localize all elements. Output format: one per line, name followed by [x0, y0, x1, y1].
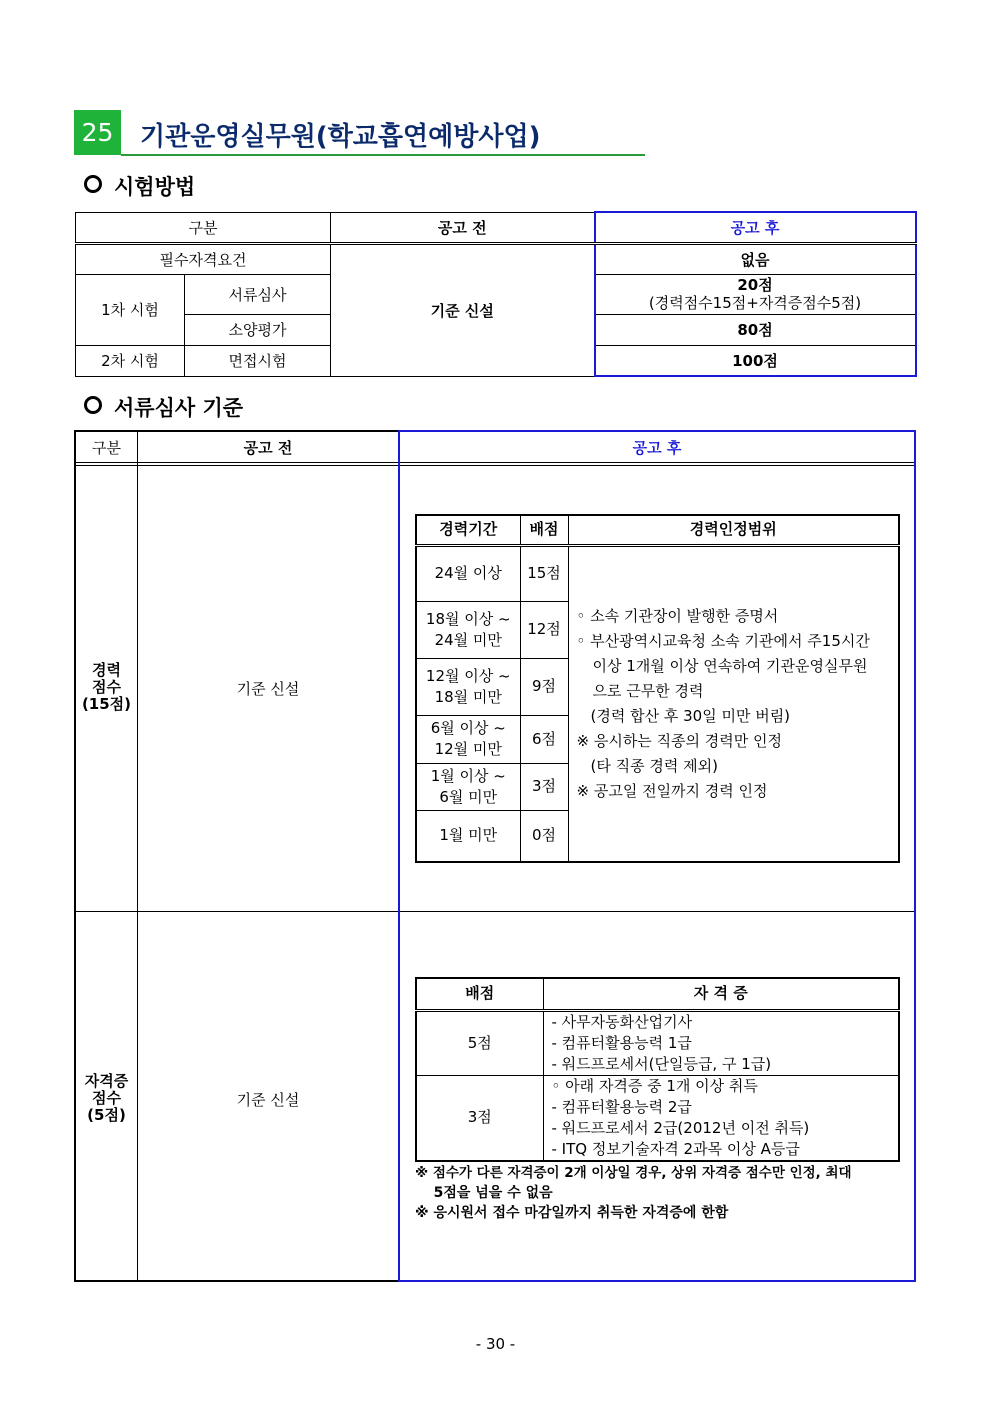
period-text: 12월 미만: [434, 740, 502, 758]
cert-score-label: [76, 1073, 137, 1124]
period-cell: [416, 715, 520, 763]
row-doc-review: 서류심사: [185, 274, 331, 314]
certificate-score-table: [415, 977, 900, 1162]
row-second-exam: 2차 시험: [76, 345, 185, 376]
score-cell: 0점: [520, 810, 568, 862]
score-cell: 12점: [520, 601, 568, 658]
range-line: (타 직종 경력 제외): [590, 756, 718, 775]
cert-score-cell: 5점: [416, 1010, 543, 1075]
cert-label-line: 점수: [92, 1089, 121, 1107]
col-header-category: 구분: [76, 212, 331, 243]
period-cell: [416, 601, 520, 658]
cert-score-cell: 3점: [416, 1075, 543, 1161]
col-header-range: 경력인정범위: [568, 515, 899, 545]
doc-review-score: 20점: [737, 276, 773, 294]
range-line: 이상 1개월 이상 연속하여 기관운영실무원: [592, 656, 868, 675]
career-before-value: 기준 신설: [236, 680, 300, 698]
range-line: 으로 근무한 경력: [592, 681, 704, 700]
period-text: 6월 미만: [439, 787, 498, 806]
after-interview-cell: 100점: [595, 345, 916, 376]
after-aptitude-cell: 80점: [595, 314, 916, 345]
circle-bullet-icon: [84, 175, 102, 193]
cert-before-value: 기준 신설: [236, 1091, 300, 1109]
range-line: ◦ 소속 기관장이 발행한 증명서: [576, 606, 779, 625]
col-header-category: 구분: [92, 439, 121, 457]
career-range-cell: [568, 545, 899, 862]
range-line: (경력 합산 후 30일 미만 버림): [590, 706, 791, 725]
page-number: - 30 -: [475, 1335, 516, 1353]
period-text: 12월 이상 ~: [425, 666, 511, 685]
cert-item: - 컴퓨터활용능력 2급: [551, 1097, 692, 1116]
col-header-before: 공고 전: [331, 212, 595, 243]
section-heading-text: 시험방법: [114, 175, 196, 199]
cert-list-cell: [543, 1010, 899, 1075]
row-interview: 면접시험: [185, 345, 331, 376]
cert-notes: [415, 1163, 910, 1223]
career-label-line: (15점): [81, 695, 132, 713]
cert-item: ◦ 아래 자격증 중 1개 이상 취득: [551, 1076, 758, 1095]
period-cell: [416, 658, 520, 715]
col-header-period: 경력기간: [416, 515, 520, 545]
range-line: ◦ 부산광역시교육청 소속 기관에서 주15시간: [576, 631, 870, 650]
before-value-cell: 기준 신설: [331, 243, 595, 376]
period-cell: [416, 545, 520, 601]
range-line: ※ 응시하는 직종의 경력만 인정: [576, 731, 783, 750]
col-header-after: 공고 후: [632, 439, 682, 457]
period-text: 1월 이상 ~: [430, 766, 506, 785]
page-title: 기관운영실무원(학교흡연예방사업): [140, 122, 541, 152]
period-text: 1월 미만: [439, 826, 498, 845]
period-text: 6월 이상 ~: [430, 719, 506, 737]
section-heading-text: 서류심사 기준: [114, 396, 244, 420]
col-header-score: 배점: [520, 515, 568, 545]
section-heading-doc-review-criteria: [84, 392, 243, 422]
after-doc-review-cell: [595, 274, 916, 314]
exam-method-table: [75, 211, 917, 377]
score-cell: 3점: [520, 763, 568, 810]
row-required-qualification: 필수자격요건: [76, 243, 331, 274]
period-text: 24월 이상: [434, 564, 502, 582]
note-line: ※ 점수가 다른 자격증이 2개 이상일 경우, 상위 자격증 점수만 인정, 최대: [415, 1165, 852, 1181]
after-required-cell: 없음: [595, 243, 916, 274]
col-header-after: 공고 후: [595, 212, 916, 243]
period-text: 18월 미만: [434, 687, 502, 706]
career-score-label: [76, 662, 137, 713]
note-line: ※ 응시원서 접수 마감일까지 취득한 자격증에 한함: [415, 1205, 729, 1221]
row-first-exam: 1차 시험: [76, 274, 185, 345]
circle-bullet-icon: [84, 396, 102, 414]
col-header-before: 공고 전: [243, 439, 293, 457]
score-cell: 15점: [520, 545, 568, 601]
cert-item: - 컴퓨터활용능력 1급: [551, 1033, 692, 1052]
col-header-score: 배점: [416, 978, 543, 1010]
cert-item: - ITQ 정보기술자격 2과목 이상 A등급: [551, 1139, 800, 1158]
title-underline: [121, 154, 645, 156]
cert-list-cell: [543, 1075, 899, 1161]
period-cell: [416, 810, 520, 862]
row-aptitude: 소양평가: [185, 314, 331, 345]
period-cell: [416, 763, 520, 810]
cert-item: - 워드프로세서 2급(2012년 이전 취득): [551, 1118, 810, 1137]
period-text: 18월 이상 ~: [425, 609, 511, 628]
score-cell: 6점: [520, 715, 568, 763]
note-line: 5점을 넘을 수 없음: [419, 1185, 553, 1201]
cert-label-line: 자격증: [84, 1072, 129, 1090]
cert-item: - 워드프로세서(단일등급, 구 1급): [551, 1054, 772, 1073]
career-label-line: 점수: [92, 678, 121, 696]
score-cell: 9점: [520, 658, 568, 715]
col-header-certificate: 자 격 증: [543, 978, 899, 1010]
cert-label-line: (5점): [87, 1106, 126, 1124]
career-score-table: [415, 514, 900, 863]
doc-review-detail: (경력점수15점+자격증점수5점): [648, 294, 862, 312]
range-line: ※ 공고일 전일까지 경력 인정: [576, 781, 768, 800]
period-text: 24월 미만: [434, 630, 502, 649]
cert-item: - 사무자동화산업기사: [551, 1012, 693, 1031]
career-label-line: 경력: [92, 661, 121, 679]
section-number-badge: 25: [74, 110, 121, 155]
section-heading-exam-method: [84, 171, 195, 201]
